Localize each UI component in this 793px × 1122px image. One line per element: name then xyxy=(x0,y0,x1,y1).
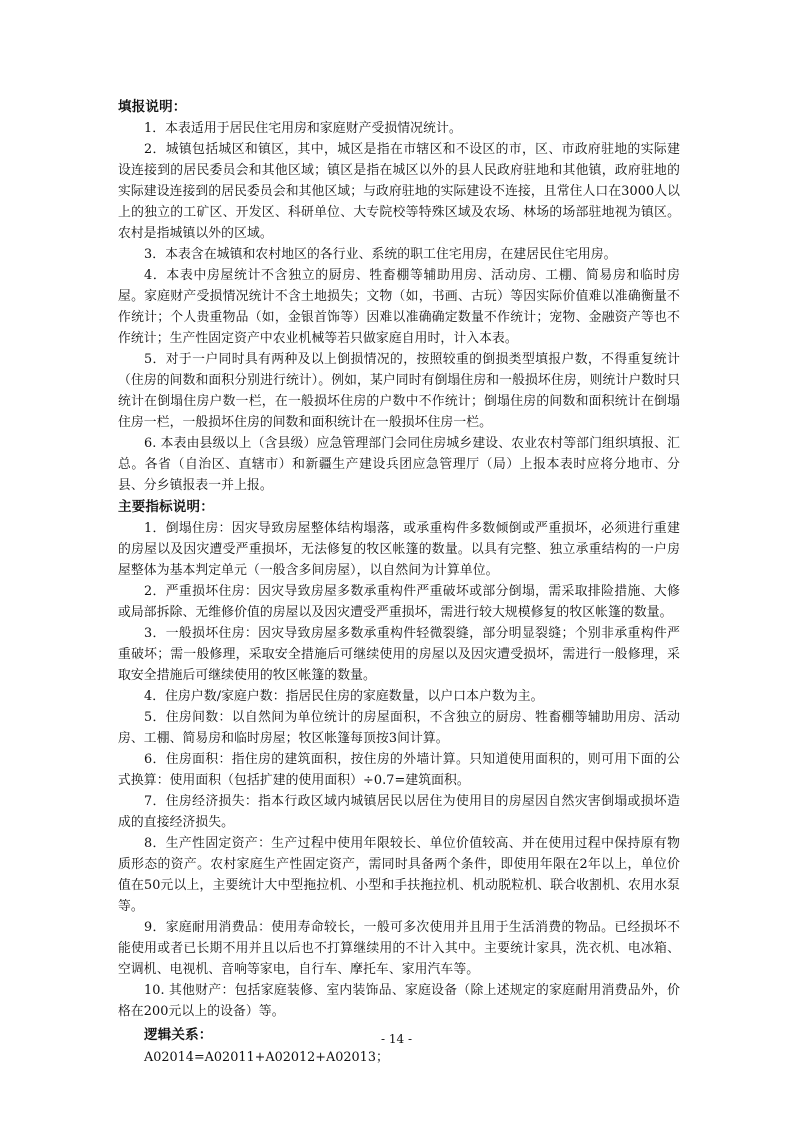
indicator-item-4: 4．住房户数/家庭户数：指居民住房的家庭数量，以户口本户数为主。 xyxy=(144,689,544,704)
indicator-item-10: 10. 其他财产：包括家庭装修、室内装饰品、家庭设备（除上述规定的家庭耐用消费品外，价格在200元以上的设备）等。 xyxy=(118,983,680,1019)
page-number: - 14 - xyxy=(380,1032,412,1046)
logic-formula: A02014=A02011+A02012+A02013； xyxy=(144,1050,389,1065)
instructions-heading: 填报说明： xyxy=(118,99,187,115)
instruction-item-1: 1．本表适用于居民住宅用房和家庭财产受损情况统计。 xyxy=(144,121,462,136)
indicator-item-2: 2．严重损坏住房：因灾导致房屋多数承重构件严重破坏或部分倒塌，需采取排险措施、大修或局部拆除、无维修价值的房屋以及因灾遭受严重损坏，需进行较大规模修复的牧区帐篷的数量。 xyxy=(118,584,680,620)
indicator-item-1: 1．倒塌住房：因灾导致房屋整体结构塌落，或承重构件多数倾倒或严重损坏，必须进行重建的房屋以及因灾遭受严重损坏，无法修复的牧区帐篷的数量。以具有完整、独立承重结构的一户房屋整体为基本判定单元（一般含多间房屋），以自然间为计算单位。 xyxy=(118,521,680,578)
indicator-item-6: 6．住房面积：指住房的建筑面积，按住房的外墙计算。只知道使用面积的，则可用下面的公式换算：使用面积（包括扩建的使用面积）÷0.7=建筑面积。 xyxy=(118,752,680,788)
logic-heading: 逻辑关系： xyxy=(144,1027,213,1043)
indicator-item-7: 7．住房经济损失：指本行政区域内城镇居民以居住为使用目的房屋因自然灾害倒塌或损坏造成的直接经济损失。 xyxy=(118,794,680,830)
indicator-item-8: 8．生产性固定资产：生产过程中使用年限较长、单位价值较高、并在使用过程中保持原有物质形态的资产。农村家庭生产性固定资产，需同时具备两个条件，即使用年限在2年以上，单位价值在50元以上，主要统计大中型拖拉机、小型和手扶拖拉机、机动脱粒机、联合收割机、农用水泵等。 xyxy=(118,836,680,914)
instruction-item-5: 5．对于一户同时具有两种及以上倒损情况的，按照较重的倒损类型填报户数，不得重复统计（住房的间数和面积分别进行统计）。例如，某户同时有倒塌住房和一般损坏住房，则统计户数时只统计在倒塌住房户数一栏，在一般损坏住房的户数中不作统计；倒塌住房的间数和面积统计在倒塌住房一栏，一般损坏住房的间数和面积统计在一般损坏住房一栏。 xyxy=(118,352,680,430)
indicator-item-3: 3．一般损坏住房：因灾导致房屋多数承重构件轻微裂缝，部分明显裂缝；个别非承重构件严重破坏；需一般修理，采取安全措施后可继续使用的房屋以及因灾遭受损坏，需进行一般修理，采取安全措施后可继续使用的牧区帐篷的数量。 xyxy=(118,626,680,683)
indicator-item-9: 9．家庭耐用消费品：使用寿命较长，一般可多次使用并且用于生活消费的物品。已经损坏不能使用或者已长期不用并且以后也不打算继续用的不计入其中。主要统计家具，洗衣机、电冰箱、空调机、电视机、音响等家电，自行车、摩托车、家用汽车等。 xyxy=(118,920,680,977)
instruction-item-6: 6. 本表由县级以上（含县级）应急管理部门会同住房城乡建设、农业农村等部门组织填报、汇总。各省（自治区、直辖市）和新疆生产建设兵团应急管理厅（局）上报本表时应将分地市、分县、分乡镇报表一并上报。 xyxy=(118,436,680,493)
indicator-item-5: 5．住房间数：以自然间为单位统计的房屋面积，不含独立的厨房、牲畜棚等辅助用房、活动房、工棚、简易房和临时房屋；牧区帐篷每顶按3间计算。 xyxy=(118,710,680,746)
instruction-item-2: 2．城镇包括城区和镇区，其中，城区是指在市辖区和不设区的市，区、市政府驻地的实际建设连接到的居民委员会和其他区域；镇区是指在城区以外的县人民政府驻地和其他镇，政府驻地的实际建设连接到的居民委员会和其他区域；与政府驻地的实际建设不连接，且常住人口在3000人以上的独立的工矿区、开发区、科研单位、大专院校等特殊区域及农场、林场的场部驻地视为镇区。农村是指城镇以外的区域。 xyxy=(118,142,680,241)
instruction-item-3: 3．本表含在城镇和农村地区的各行业、系统的职工住宅用房，在建居民住宅用房。 xyxy=(144,247,617,262)
instruction-item-4: 4．本表中房屋统计不含独立的厨房、牲畜棚等辅助用房、活动房、工棚、简易房和临时房屋。家庭财产受损情况统计不含土地损失；文物（如，书画、古玩）等因实际价值难以准确衡量不作统计；个人贵重物品（如，金银首饰等）因难以准确确定数量不作统计；宠物、金融资产等也不作统计；生产性固定资产中农业机械等若只做家庭自用时，计入本表。 xyxy=(118,268,680,346)
document-page xyxy=(118,96,680,1070)
indicators-heading: 主要指标说明： xyxy=(118,499,214,515)
